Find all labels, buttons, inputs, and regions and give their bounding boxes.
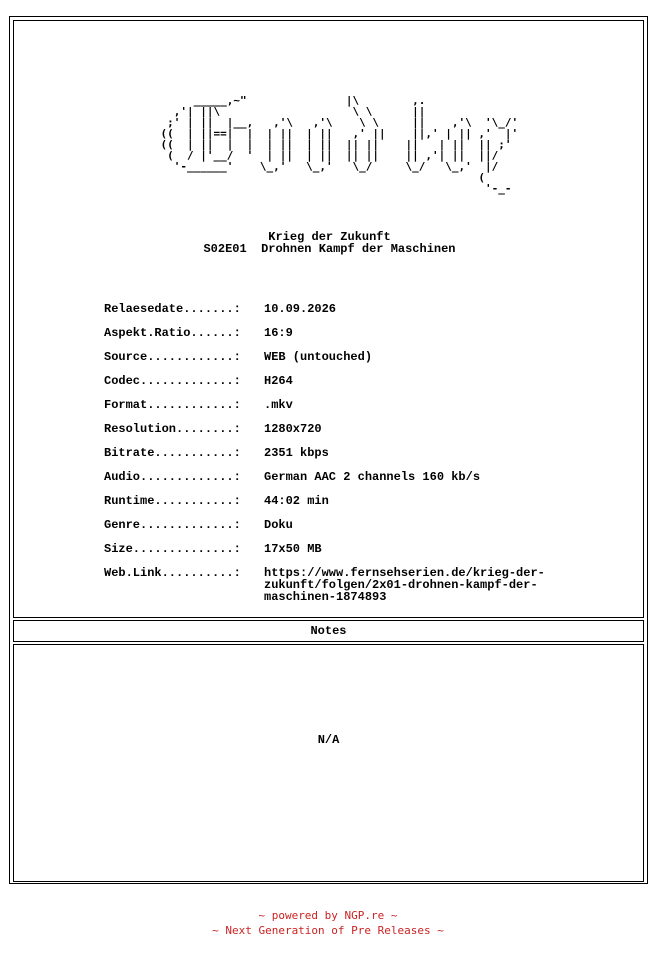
info-row-resolution xyxy=(104,423,624,447)
notes-title: Notes xyxy=(310,624,347,638)
ascii-logo xyxy=(134,95,524,215)
notes-header xyxy=(13,620,644,642)
footer-powered-by: ~ powered by NGP.re ~ xyxy=(258,909,398,922)
info-key: Format............: xyxy=(104,398,241,412)
info-row-aspect-ratio xyxy=(104,327,624,351)
info-value: 17x50 MB xyxy=(264,542,322,556)
notes-panel xyxy=(13,644,644,882)
info-key: Web.Link..........: xyxy=(104,566,241,580)
info-key: Aspekt.Ratio......: xyxy=(104,326,241,340)
ascii-logo-art: _____,~" |\ ,. ,'| ||\ \ \ || ;' | || |__, ,'\ ,'\ \ \ || ,'\ '\_/' (( | ||==| | | || | || ,' || ||,' | || ,' |' (( | || | | | || | || || || || | || || ;' ( / |'__/ ' | || | || || || || ,'| || ||/ '-______' \_,' \_,' \_/ \_/ \_,' |/ ( '-_- xyxy=(160,94,519,195)
notes-text: N/A xyxy=(317,733,340,747)
info-key: Size..............: xyxy=(104,542,241,556)
release-info-panel xyxy=(13,20,644,618)
series-title: Krieg der Zukunft xyxy=(268,230,391,244)
info-value: 2351 kbps xyxy=(264,446,329,460)
episode-title: S02E01 Drohnen Kampf der Maschinen xyxy=(203,242,456,256)
info-row-size xyxy=(104,543,624,567)
info-list xyxy=(104,303,624,607)
info-key: Bitrate...........: xyxy=(104,446,241,460)
info-row-bitrate xyxy=(104,447,624,471)
info-key: Source............: xyxy=(104,350,241,364)
info-value: .mkv xyxy=(264,398,293,412)
info-value: 16:9 xyxy=(264,326,293,340)
info-row-codec xyxy=(104,375,624,399)
info-key: Resolution........: xyxy=(104,422,241,436)
footer-tagline: ~ Next Generation of Pre Releases ~ xyxy=(212,924,444,937)
info-value: H264 xyxy=(264,374,293,388)
info-key: Runtime...........: xyxy=(104,494,241,508)
info-key: Codec.............: xyxy=(104,374,241,388)
info-value: 10.09.2026 xyxy=(264,302,337,316)
info-key: Genre.............: xyxy=(104,518,241,532)
info-key: Audio.............: xyxy=(104,470,241,484)
info-value: German AAC 2 channels 160 kb/s xyxy=(264,470,481,484)
web-link: https://www.fernsehserien.de/krieg-der- zukunft/folgen/2x01-drohnen-kampf-der- maschinen-1874893 xyxy=(264,566,545,604)
info-value: 1280x720 xyxy=(264,422,322,436)
info-key: Relaesedate.......: xyxy=(104,302,241,316)
info-value: WEB (untouched) xyxy=(264,350,373,364)
info-row-web-link xyxy=(104,567,624,607)
info-value: 44:02 min xyxy=(264,494,329,508)
info-row-format xyxy=(104,399,624,423)
release-title xyxy=(14,231,645,255)
info-row-runtime xyxy=(104,495,624,519)
footer xyxy=(0,908,656,938)
info-row-releasedate xyxy=(104,303,624,327)
info-row-genre xyxy=(104,519,624,543)
nfo-frame xyxy=(9,16,648,884)
info-value: Doku xyxy=(264,518,293,532)
info-row-audio xyxy=(104,471,624,495)
info-row-source xyxy=(104,351,624,375)
